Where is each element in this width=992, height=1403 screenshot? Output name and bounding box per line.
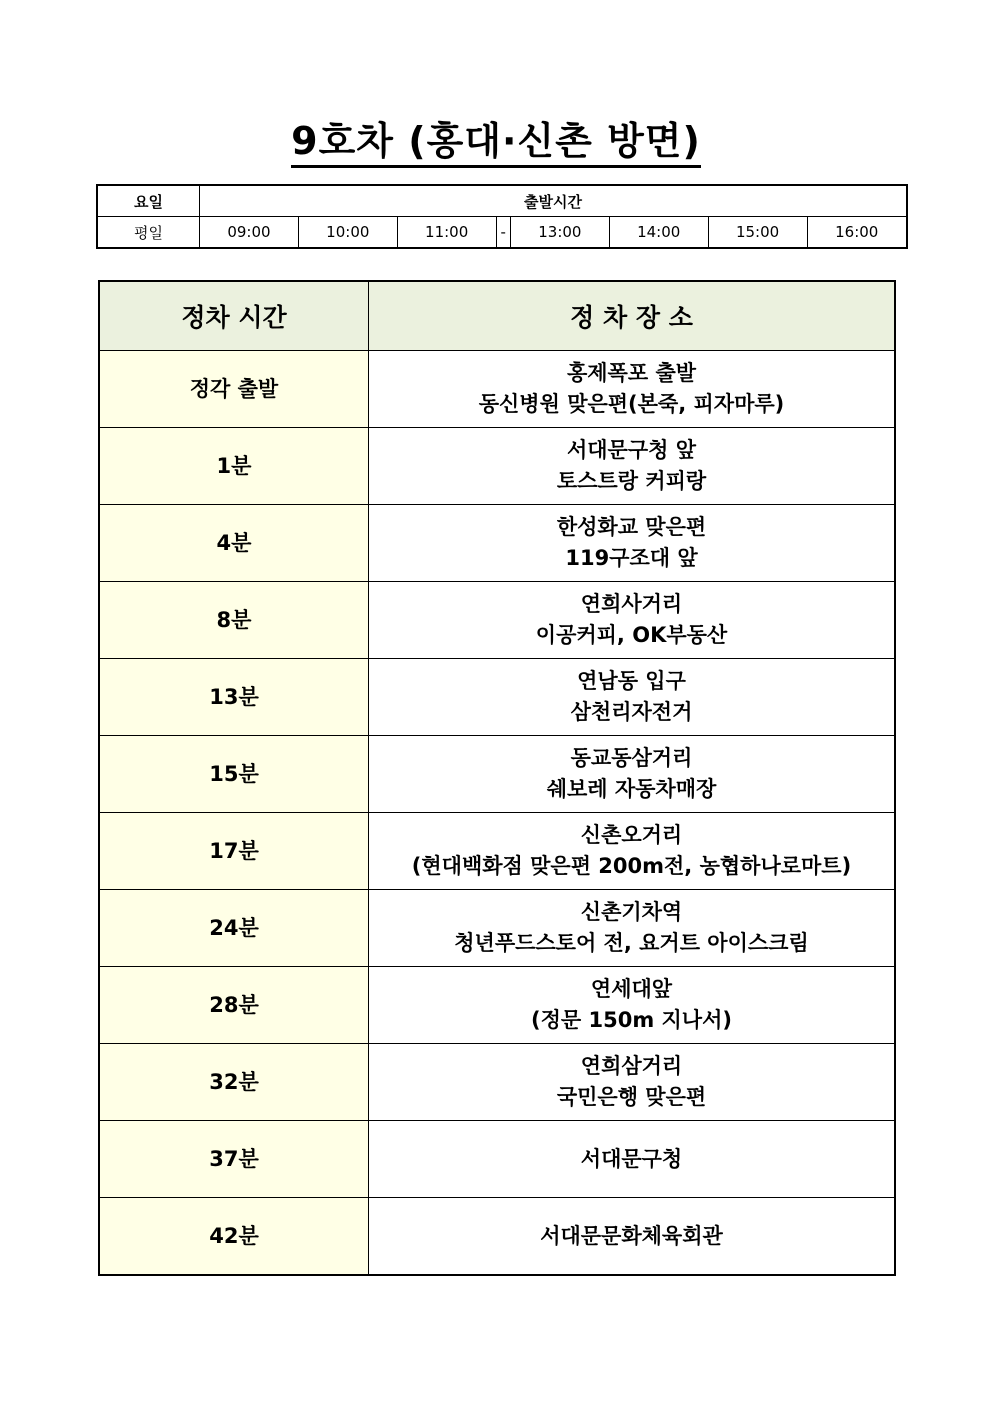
stop-row	[99, 659, 895, 736]
schedule-header-row	[97, 185, 907, 217]
stops-body	[99, 351, 895, 1276]
stop-place-line: 119구조대 앞	[565, 546, 698, 570]
stop-row	[99, 890, 895, 967]
departure-time: 14:00	[609, 217, 708, 249]
stop-row	[99, 582, 895, 659]
stop-row	[99, 1044, 895, 1121]
departure-time: 10:00	[298, 217, 397, 249]
stop-place	[369, 1121, 896, 1198]
departure-time: 16:00	[807, 217, 907, 249]
day-label: 평일	[97, 217, 200, 249]
stop-place	[369, 1198, 896, 1276]
departure-time: 15:00	[708, 217, 807, 249]
stop-row	[99, 505, 895, 582]
departure-time: 11:00	[397, 217, 496, 249]
stop-place-line: 연희삼거리	[580, 1054, 683, 1078]
stop-place	[369, 659, 896, 736]
stop-place-line: 이공커피, OK부동산	[535, 623, 728, 647]
page-title	[0, 110, 992, 165]
stop-place	[369, 1044, 896, 1121]
stop-place-line: 동신병원 맞은편(본죽, 피자마루)	[478, 392, 785, 416]
stop-place	[369, 582, 896, 659]
departure-time: 09:00	[200, 217, 299, 249]
stop-place	[369, 890, 896, 967]
stop-place	[369, 351, 896, 428]
stop-place-line: 신촌오거리	[580, 823, 683, 847]
stop-time: 13분	[99, 659, 369, 736]
stop-time: 17분	[99, 813, 369, 890]
stop-place-line: 쉐보레 자동차매장	[546, 777, 717, 801]
schedule-weekday-row	[97, 217, 907, 249]
stop-place-line: 연희사거리	[580, 592, 683, 616]
stop-time: 4분	[99, 505, 369, 582]
stop-place-line: 서대문문화체육회관	[540, 1223, 723, 1248]
stop-place-line: 연세대앞	[590, 977, 673, 1001]
stop-time: 32분	[99, 1044, 369, 1121]
stop-time: 24분	[99, 890, 369, 967]
stop-time: 37분	[99, 1121, 369, 1198]
stop-place-line: 서대문구청	[580, 1146, 683, 1171]
stop-place-line: (정문 150m 지나서)	[531, 1008, 732, 1032]
stop-place-line: 신촌기차역	[580, 900, 683, 924]
stop-time: 1분	[99, 428, 369, 505]
stop-place-header: 정 차 장 소	[369, 281, 896, 351]
stop-time: 15분	[99, 736, 369, 813]
stop-row	[99, 813, 895, 890]
stop-time: 8분	[99, 582, 369, 659]
stop-row	[99, 351, 895, 428]
stop-place-line: 서대문구청 앞	[566, 438, 697, 462]
stop-place-line: 청년푸드스토어 전, 요거트 아이스크림	[454, 931, 809, 955]
stop-row	[99, 967, 895, 1044]
stop-place-line: 한성화교 맞은편	[556, 515, 707, 539]
stop-place	[369, 428, 896, 505]
departure-time: -	[496, 217, 510, 249]
departure-schedule-table	[96, 184, 908, 249]
stop-row	[99, 1121, 895, 1198]
page-title-text: 9호차 (홍대·신촌 방면)	[291, 119, 701, 168]
stop-place	[369, 736, 896, 813]
stop-place-line: (현대백화점 맞은편 200m전, 농협하나로마트)	[411, 854, 852, 878]
stops-table	[98, 280, 896, 1276]
stop-row	[99, 428, 895, 505]
stop-place	[369, 813, 896, 890]
stop-row	[99, 736, 895, 813]
stop-time-header: 정차 시간	[99, 281, 369, 351]
stop-place-line: 동교동삼거리	[570, 746, 693, 770]
stops-header-row	[99, 281, 895, 351]
day-header: 요일	[97, 185, 200, 217]
stop-place	[369, 967, 896, 1044]
stop-place	[369, 505, 896, 582]
stop-place-line: 삼천리자전거	[570, 700, 693, 724]
stop-place-line: 홍제폭포 출발	[566, 361, 697, 385]
departure-header: 출발시간	[200, 185, 908, 217]
departure-time: 13:00	[510, 217, 609, 249]
stop-time: 42분	[99, 1198, 369, 1276]
stop-place-line: 국민은행 맞은편	[556, 1085, 707, 1109]
stop-place-line: 연남동 입구	[577, 669, 686, 693]
stop-time: 정각 출발	[99, 351, 369, 428]
stop-row	[99, 1198, 895, 1276]
stop-time: 28분	[99, 967, 369, 1044]
stop-place-line: 토스트랑 커피랑	[556, 469, 707, 493]
